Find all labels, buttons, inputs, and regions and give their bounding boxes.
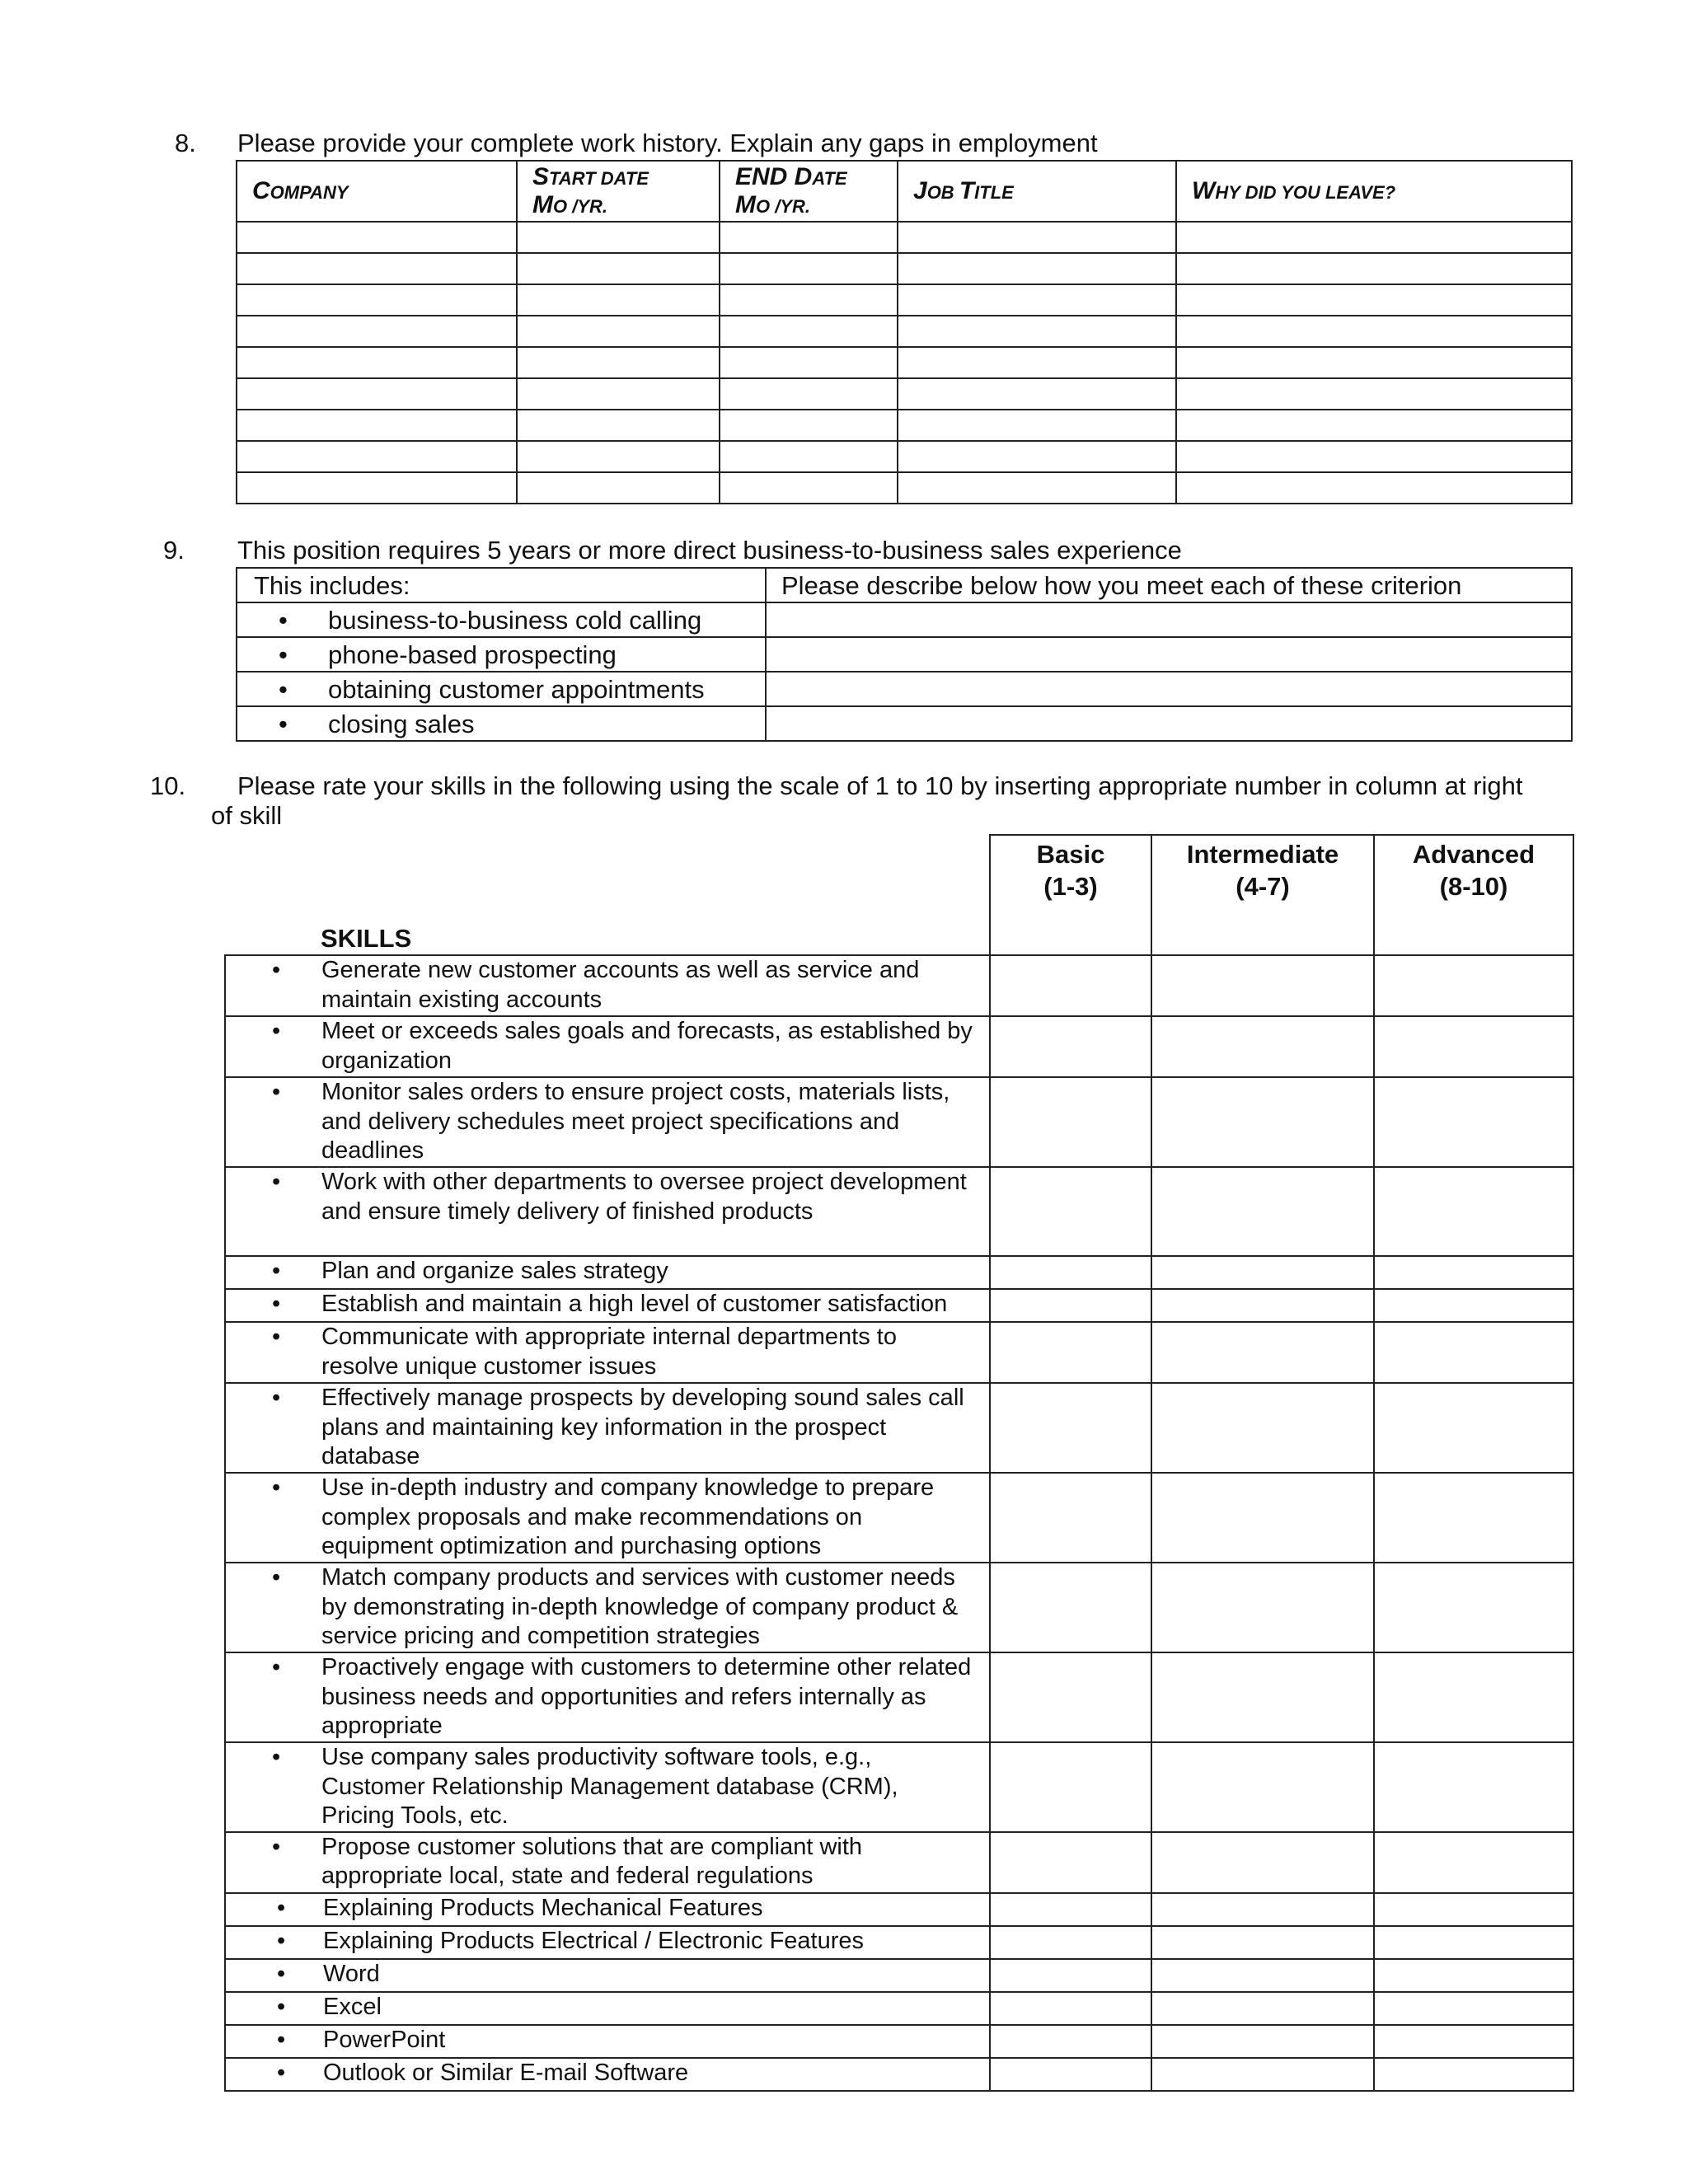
skill-label: Outlook or Similar E-mail Software: [323, 2059, 689, 2086]
rating-cell-basic[interactable]: [990, 1256, 1151, 1289]
column-header-end-date: END DATE MO /YR.: [720, 161, 898, 222]
criterion-label: obtaining customer appointments: [328, 674, 705, 704]
skill-row: [225, 2058, 1573, 2091]
job-title-cell[interactable]: [898, 316, 1176, 347]
job-title-cell[interactable]: [898, 441, 1176, 472]
rating-cell-intermediate[interactable]: [1151, 1563, 1374, 1652]
skill-row: [225, 1992, 1573, 2025]
skill-label: Explaining Products Mechanical Features: [323, 1894, 763, 1921]
start-date-cell[interactable]: [517, 253, 720, 284]
rating-cell-advanced[interactable]: [1374, 1077, 1573, 1167]
skill-row: [225, 1383, 1573, 1473]
rating-cell-basic[interactable]: [990, 1077, 1151, 1167]
why-leave-cell[interactable]: [1176, 378, 1572, 410]
work-history-row: [237, 347, 1572, 378]
column-header-start-date: START DATE MO /YR.: [517, 161, 720, 222]
company-cell[interactable]: [237, 378, 517, 410]
job-title-cell[interactable]: [898, 347, 1176, 378]
sales-experience-header-row: [237, 568, 1572, 602]
bullet-icon: •: [272, 1833, 281, 1860]
skill-label: Meet or exceeds sales goals and forecasts, as established by organization: [321, 1018, 973, 1074]
skill-label: Work with other departments to oversee project development and ensure timely delivery of finished products: [321, 1168, 967, 1225]
why-leave-cell[interactable]: [1176, 316, 1572, 347]
rating-cell-basic[interactable]: [990, 1016, 1151, 1077]
work-history-row: [237, 441, 1572, 472]
why-leave-cell[interactable]: [1176, 222, 1572, 253]
start-date-cell[interactable]: [517, 222, 720, 253]
rating-cell-basic[interactable]: [990, 1742, 1151, 1832]
skill-label: Match company products and services with customer needs by demonstrating in-depth knowledge of company product & service pricing and competition strategies: [321, 1563, 959, 1650]
job-title-cell[interactable]: [898, 284, 1176, 316]
work-history-row: [237, 253, 1572, 284]
rating-cell-intermediate[interactable]: [1151, 2025, 1374, 2058]
skill-row: [225, 1167, 1573, 1256]
bullet-icon: •: [272, 1563, 281, 1591]
end-date-cell[interactable]: [720, 284, 898, 316]
bullet-icon: •: [272, 1323, 281, 1350]
skill-label: Monitor sales orders to ensure project costs, materials lists, and delivery schedules meet project specifications and deadlines: [321, 1079, 950, 1165]
rating-cell-intermediate[interactable]: [1151, 1959, 1374, 1992]
end-date-cell[interactable]: [720, 347, 898, 378]
rating-cell-advanced[interactable]: [1374, 1563, 1573, 1652]
bullet-icon: •: [279, 709, 288, 738]
skill-row: [225, 1893, 1573, 1926]
job-title-cell[interactable]: [898, 410, 1176, 441]
bullet-icon: •: [277, 1993, 286, 2020]
describe-header: Please describe below how you meet each of these criterion: [766, 568, 1572, 602]
work-history-table: [236, 160, 1573, 504]
skill-row: [225, 1652, 1573, 1742]
job-title-cell[interactable]: [898, 253, 1176, 284]
bullet-icon: •: [272, 1018, 281, 1044]
skill-label: Plan and organize sales strategy: [321, 1257, 668, 1284]
q10-text-line1: Please rate your skills in the following using the scale of 1 to 10 by inserting appropriate number in column at right: [237, 771, 1523, 800]
rating-cell-advanced[interactable]: [1374, 1893, 1573, 1926]
bullet-icon: •: [272, 957, 281, 983]
start-date-cell[interactable]: [517, 441, 720, 472]
work-history-row: [237, 410, 1572, 441]
skill-row: [225, 1256, 1573, 1289]
rating-cell-intermediate[interactable]: [1151, 1383, 1374, 1473]
bullet-icon: •: [272, 1168, 281, 1195]
bullet-icon: •: [272, 1257, 281, 1284]
bullet-icon: •: [272, 1384, 281, 1411]
work-history-header-row: [237, 161, 1572, 222]
skill-label: Propose customer solutions that are compliant with appropriate local, state and federal regulations: [321, 1833, 863, 1890]
work-history-row: [237, 222, 1572, 253]
rating-cell-basic[interactable]: [990, 1473, 1151, 1563]
end-date-cell[interactable]: [720, 316, 898, 347]
rating-cell-intermediate[interactable]: [1151, 1289, 1374, 1322]
q10-number: 10.: [150, 771, 186, 800]
rating-cell-advanced[interactable]: [1374, 1289, 1573, 1322]
criterion-row: [237, 637, 1572, 672]
rating-cell-intermediate[interactable]: [1151, 1742, 1374, 1832]
rating-cell-intermediate[interactable]: [1151, 1167, 1374, 1256]
criterion-answer-cell[interactable]: [766, 637, 1572, 672]
rating-cell-basic[interactable]: [990, 1893, 1151, 1926]
rating-cell-basic[interactable]: [990, 1167, 1151, 1256]
company-cell[interactable]: [237, 253, 517, 284]
bullet-icon: •: [277, 1927, 286, 1954]
criterion-label: business-to-business cold calling: [328, 605, 702, 635]
bullet-icon: •: [272, 1653, 281, 1680]
q9-number: 9.: [163, 536, 185, 565]
rating-cell-intermediate[interactable]: [1151, 1652, 1374, 1742]
q8-text: Please provide your complete work history. Explain any gaps in employment: [237, 129, 1098, 157]
rating-cell-basic[interactable]: [990, 1926, 1151, 1959]
rating-cell-advanced[interactable]: [1374, 1322, 1573, 1383]
start-date-cell[interactable]: [517, 347, 720, 378]
rating-cell-basic[interactable]: [990, 1959, 1151, 1992]
criterion-answer-cell[interactable]: [766, 672, 1572, 706]
end-date-cell[interactable]: [720, 378, 898, 410]
work-history-row: [237, 378, 1572, 410]
job-title-cell[interactable]: [898, 222, 1176, 253]
rating-cell-advanced[interactable]: [1374, 955, 1573, 1016]
rating-cell-advanced[interactable]: [1374, 1383, 1573, 1473]
bullet-icon: •: [277, 1960, 286, 1987]
bullet-icon: •: [277, 2059, 286, 2086]
rating-cell-intermediate[interactable]: [1151, 1016, 1374, 1077]
rating-cell-advanced[interactable]: [1374, 1016, 1573, 1077]
skill-label: Use in-depth industry and company knowledge to prepare complex proposals and make recommendations on equipment optimization and purchasing options: [321, 1474, 935, 1560]
why-leave-cell[interactable]: [1176, 472, 1572, 504]
level-intermediate: Intermediate (4-7): [1151, 835, 1374, 955]
criterion-row: [237, 602, 1572, 637]
criterion-label: phone-based prospecting: [328, 640, 617, 669]
skill-row: [225, 1016, 1573, 1077]
work-history-row: [237, 284, 1572, 316]
bullet-icon: •: [272, 1079, 281, 1105]
skill-label: Excel: [323, 1993, 382, 2020]
company-cell[interactable]: [237, 316, 517, 347]
rating-cell-basic[interactable]: [990, 1652, 1151, 1742]
bullet-icon: •: [272, 1290, 281, 1317]
end-date-cell[interactable]: [720, 222, 898, 253]
skill-label: Effectively manage prospects by developing sound sales call plans and maintaining key information in the prospect database: [321, 1384, 964, 1470]
start-date-cell[interactable]: [517, 378, 720, 410]
skill-row: [225, 1742, 1573, 1832]
rating-cell-intermediate[interactable]: [1151, 1077, 1374, 1167]
work-history-row: [237, 472, 1572, 504]
level-basic: Basic (1-3): [990, 835, 1151, 955]
skill-row: [225, 1473, 1573, 1563]
skill-row: [225, 1077, 1573, 1167]
rating-cell-intermediate[interactable]: [1151, 1893, 1374, 1926]
company-cell[interactable]: [237, 284, 517, 316]
skill-row: [225, 1289, 1573, 1322]
rating-cell-advanced[interactable]: [1374, 1256, 1573, 1289]
bullet-icon: •: [277, 1894, 286, 1921]
bullet-icon: •: [272, 1743, 281, 1770]
why-leave-cell[interactable]: [1176, 410, 1572, 441]
skill-label: Establish and maintain a high level of customer satisfaction: [321, 1290, 948, 1317]
bullet-icon: •: [279, 640, 288, 669]
rating-cell-advanced[interactable]: [1374, 1473, 1573, 1563]
rating-cell-intermediate[interactable]: [1151, 1992, 1374, 2025]
rating-cell-intermediate[interactable]: [1151, 2058, 1374, 2091]
end-date-cell[interactable]: [720, 410, 898, 441]
work-history-row: [237, 316, 1572, 347]
rating-cell-advanced[interactable]: [1374, 1832, 1573, 1893]
rating-cell-basic[interactable]: [990, 1563, 1151, 1652]
rating-cell-advanced[interactable]: [1374, 1652, 1573, 1742]
skill-label: PowerPoint: [323, 2026, 446, 2053]
why-leave-cell[interactable]: [1176, 253, 1572, 284]
rating-cell-basic[interactable]: [990, 1832, 1151, 1893]
rating-cell-intermediate[interactable]: [1151, 1256, 1374, 1289]
rating-cell-basic[interactable]: [990, 2058, 1151, 2091]
skill-row: [225, 2025, 1573, 2058]
skills-header-row: [225, 835, 1573, 955]
company-cell[interactable]: [237, 222, 517, 253]
end-date-cell[interactable]: [720, 253, 898, 284]
why-leave-cell[interactable]: [1176, 347, 1572, 378]
bullet-icon: •: [272, 1474, 281, 1501]
skill-row: [225, 1322, 1573, 1383]
rating-cell-advanced[interactable]: [1374, 2025, 1573, 2058]
rating-cell-advanced[interactable]: [1374, 1992, 1573, 2025]
end-date-cell[interactable]: [720, 472, 898, 504]
company-cell[interactable]: [237, 347, 517, 378]
skills-header: SKILLS: [321, 923, 412, 953]
criterion-answer-cell[interactable]: [766, 602, 1572, 637]
skills-rating-table: [224, 834, 1574, 2092]
sales-experience-table: [236, 567, 1573, 742]
rating-cell-intermediate[interactable]: [1151, 1473, 1374, 1563]
rating-cell-basic[interactable]: [990, 2025, 1151, 2058]
criterion-row: [237, 706, 1572, 741]
skill-row: [225, 1832, 1573, 1893]
q10-text-line2: of skill: [211, 801, 283, 830]
rating-cell-basic[interactable]: [990, 1289, 1151, 1322]
rating-cell-advanced[interactable]: [1374, 2058, 1573, 2091]
job-title-cell[interactable]: [898, 472, 1176, 504]
start-date-cell[interactable]: [517, 472, 720, 504]
criterion-label: closing sales: [328, 709, 475, 738]
rating-cell-basic[interactable]: [990, 1322, 1151, 1383]
skill-label: Word: [323, 1960, 380, 1987]
skill-row: [225, 1926, 1573, 1959]
why-leave-cell[interactable]: [1176, 284, 1572, 316]
why-leave-cell[interactable]: [1176, 441, 1572, 472]
rating-cell-intermediate[interactable]: [1151, 1832, 1374, 1893]
start-date-cell[interactable]: [517, 410, 720, 441]
includes-header: This includes:: [237, 568, 766, 602]
level-advanced: Advanced (8-10): [1374, 835, 1573, 955]
start-date-cell[interactable]: [517, 316, 720, 347]
skill-row: [225, 1563, 1573, 1652]
skill-label: Proactively engage with customers to determine other related business needs and opportunities and refers internally as appropriate: [321, 1653, 972, 1740]
criterion-row: [237, 672, 1572, 706]
skill-label: Use company sales productivity software tools, e.g., Customer Relationship Management database (CRM), Pricing Tools, etc.: [321, 1743, 898, 1830]
bullet-icon: •: [277, 2026, 286, 2053]
skill-label: Communicate with appropriate internal departments to resolve unique customer issues: [321, 1323, 897, 1380]
q8-number: 8.: [175, 129, 196, 157]
rating-cell-intermediate[interactable]: [1151, 1322, 1374, 1383]
skill-row: [225, 1959, 1573, 1992]
job-title-cell[interactable]: [898, 378, 1176, 410]
skill-label: Generate new customer accounts as well as service and maintain existing accounts: [321, 957, 920, 1013]
rating-cell-advanced[interactable]: [1374, 1167, 1573, 1256]
bullet-icon: •: [279, 674, 288, 704]
rating-cell-basic[interactable]: [990, 955, 1151, 1016]
skill-row: [225, 955, 1573, 1016]
column-header-company: COMPANY: [237, 161, 517, 222]
rating-cell-advanced[interactable]: [1374, 1742, 1573, 1832]
skill-label: Explaining Products Electrical / Electronic Features: [323, 1927, 865, 1954]
company-cell[interactable]: [237, 472, 517, 504]
company-cell[interactable]: [237, 441, 517, 472]
criterion-answer-cell[interactable]: [766, 706, 1572, 741]
rating-cell-advanced[interactable]: [1374, 1959, 1573, 1992]
column-header-job-title: JOB TITLE: [898, 161, 1176, 222]
company-cell[interactable]: [237, 410, 517, 441]
bullet-icon: •: [279, 605, 288, 635]
rating-cell-intermediate[interactable]: [1151, 955, 1374, 1016]
rating-cell-intermediate[interactable]: [1151, 1926, 1374, 1959]
q9-text: This position requires 5 years or more direct business-to-business sales experience: [237, 536, 1182, 565]
column-header-why-leave: WHY DID YOU LEAVE?: [1176, 161, 1572, 222]
rating-cell-basic[interactable]: [990, 1992, 1151, 2025]
rating-cell-basic[interactable]: [990, 1383, 1151, 1473]
end-date-cell[interactable]: [720, 441, 898, 472]
start-date-cell[interactable]: [517, 284, 720, 316]
rating-cell-advanced[interactable]: [1374, 1926, 1573, 1959]
